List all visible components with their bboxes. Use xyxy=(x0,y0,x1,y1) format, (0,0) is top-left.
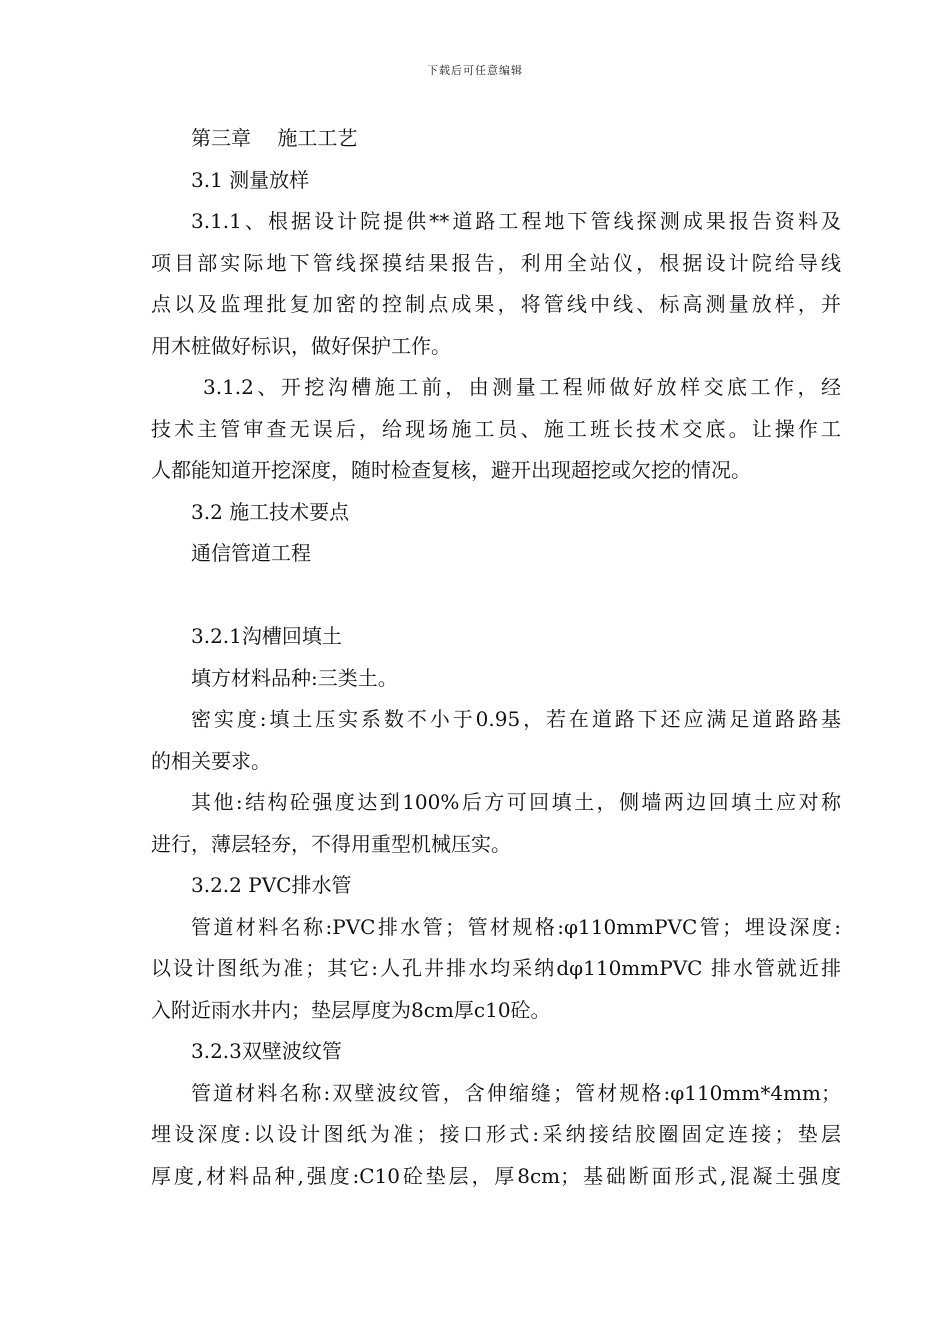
subsection-heading: 3.2.1沟槽回填土 xyxy=(191,624,342,648)
paragraph-line: 点以及监理批复加密的控制点成果，将管线中线、标高测量放样，并 xyxy=(151,292,841,316)
section-heading: 3.1 测量放样 xyxy=(191,167,310,192)
paragraph-line: 3.1.2、开挖沟槽施工前，由测量工程师做好放样交底工作，经 xyxy=(203,375,841,399)
subsection-heading: 通信管道工程 xyxy=(191,541,311,565)
page-header: 下载后可任意编辑 xyxy=(427,64,523,77)
subsection-heading: 3.2.2 PVC排水管 xyxy=(191,873,352,897)
paragraph-line: 厚度,材料品种,强度:C10砼垫层，厚8cm；基础断面形式,混凝土强度 xyxy=(151,1163,841,1188)
paragraph-line: 项目部实际地下管线探摸结果报告，利用全站仪，根据设计院给导线 xyxy=(151,250,841,275)
document-body xyxy=(151,118,841,1197)
paragraph-line: 3.1.1、根据设计院提供**道路工程地下管线探测成果报告资料及 xyxy=(191,209,841,233)
paragraph-line: 埋设深度:以设计图纸为准；接口形式:采纳接结胶圈固定连接；垫层 xyxy=(151,1122,841,1146)
paragraph-line: 的相关要求。 xyxy=(151,748,271,773)
paragraph-line: 管道材料名称:PVC排水管；管材规格:φ110mmPVC管；埋设深度: xyxy=(191,914,841,939)
paragraph-line: 其他:结构砼强度达到100%后方可回填土，侧墙两边回填土应对称 xyxy=(191,790,841,814)
section-heading: 3.2 施工技术要点 xyxy=(191,499,350,524)
paragraph-line: 用木桩做好标识，做好保护工作。 xyxy=(151,333,451,358)
paragraph-line: 人都能知道开挖深度，随时检查复核，避开出现超挖或欠挖的情况。 xyxy=(151,458,751,482)
paragraph-line: 以设计图纸为准；其它:人孔井排水均采纳dφ110mmPVC 排水管就近排 xyxy=(151,956,841,980)
blank-line xyxy=(151,575,841,617)
paragraph-line: 入附近雨水井内；垫层厚度为8cm厚c10砼。 xyxy=(151,997,551,1022)
paragraph-line: 密实度:填土压实系数不小于0.95，若在道路下还应满足道路路基 xyxy=(191,707,841,731)
chapter-title: 第三章 施工工艺 xyxy=(191,126,358,150)
subsection-heading: 3.2.3双壁波纹管 xyxy=(191,1039,342,1063)
paragraph-line: 进行，薄层轻夯，不得用重型机械压实。 xyxy=(151,831,511,856)
paragraph-line: 填方材料品种:三类土。 xyxy=(191,665,398,690)
paragraph-line: 管道材料名称:双壁波纹管，含伸缩缝；管材规格:φ110mm*4mm； xyxy=(191,1080,841,1105)
paragraph-line: 技术主管审查无误后，给现场施工员、施工班长技术交底。让操作工 xyxy=(151,416,841,441)
